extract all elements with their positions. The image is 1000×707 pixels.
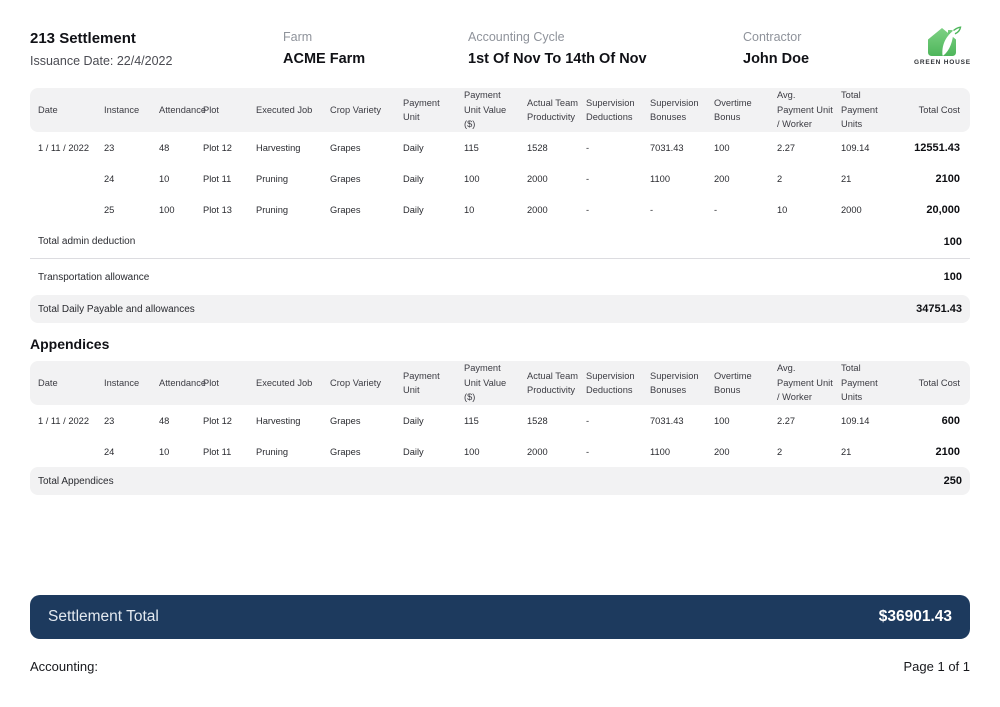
table-row [30, 132, 970, 163]
main-table-header-row [30, 88, 970, 132]
table-cell: 1 / 11 / 2022 [38, 415, 90, 426]
appendices-title: Appendices [30, 336, 110, 352]
table-cell: 21 [841, 446, 852, 457]
column-header-total-payment-units: Total Payment Units [841, 363, 878, 403]
transportation-allowance-row [30, 259, 970, 295]
column-header-date: Date [38, 104, 58, 115]
table-cell: Pruning [256, 204, 289, 215]
column-header-crop-variety: Crop Variety [330, 104, 381, 115]
table-cell: 10 [159, 173, 170, 184]
total-admin-deduction-value: 100 [943, 235, 962, 248]
issuance-date: Issuance Date: 22/4/2022 [30, 54, 173, 68]
total-daily-payable-label: Total Daily Payable and allowances [38, 303, 195, 315]
total-daily-payable-value: 34751.43 [916, 303, 962, 315]
column-header-avg-payment-unit-worker: Avg. Payment Unit / Worker [777, 363, 833, 403]
table-cell: 2 [777, 446, 783, 457]
total-cost-cell: 20,000 [926, 203, 960, 216]
transportation-allowance-label: Transportation allowance [38, 271, 150, 283]
table-cell: 1528 [527, 415, 548, 426]
column-header-actual-team-productivity: Actual Team Productivity [527, 97, 578, 122]
table-cell: 10 [777, 204, 788, 215]
table-cell: Pruning [256, 173, 289, 184]
table-cell: 23 [104, 142, 115, 153]
table-cell: Plot 12 [203, 415, 232, 426]
table-cell: 2000 [527, 204, 548, 215]
main-settlement-table [30, 88, 970, 323]
table-cell: - [586, 142, 590, 153]
accounting-cycle-value: 1st Of Nov To 14th Of Nov [468, 51, 647, 67]
table-cell: 7031.43 [650, 415, 684, 426]
table-cell: Daily [403, 173, 424, 184]
farm-value: ACME Farm [283, 51, 366, 67]
table-cell: Grapes [330, 173, 361, 184]
table-cell: Grapes [330, 204, 361, 215]
table-cell: - [586, 415, 590, 426]
column-header-executed-job: Executed Job [256, 377, 313, 388]
total-cost-cell: 2100 [935, 445, 960, 458]
table-cell: 100 [159, 204, 175, 215]
table-cell: 24 [104, 446, 115, 457]
appendices-table-header-row [30, 361, 970, 405]
settlement-total-bar [30, 595, 970, 639]
table-cell: Daily [403, 142, 424, 153]
farm-label: Farm [283, 30, 313, 44]
accounting-cycle-label: Accounting Cycle [468, 30, 565, 44]
table-cell: Plot 11 [203, 173, 232, 184]
column-header-payment-unit-value: Payment Unit Value ($) [464, 90, 507, 130]
column-header-instance: Instance [104, 104, 140, 115]
table-row [30, 194, 970, 225]
column-header-crop-variety: Crop Variety [330, 377, 381, 388]
column-header-avg-payment-unit-worker: Avg. Payment Unit / Worker [777, 90, 833, 130]
table-cell: Plot 13 [203, 204, 232, 215]
column-header-executed-job: Executed Job [256, 104, 313, 115]
table-cell: 109.14 [841, 415, 870, 426]
table-cell: - [586, 173, 590, 184]
total-daily-payable-row [30, 295, 970, 323]
column-header-supervision-deductions: Supervision Deductions [586, 97, 635, 122]
table-cell: Daily [403, 415, 424, 426]
table-cell: 2000 [527, 173, 548, 184]
table-cell: - [586, 204, 590, 215]
table-row [30, 405, 970, 436]
table-cell: Harvesting [256, 415, 301, 426]
table-cell: 115 [464, 142, 479, 153]
table-cell: Pruning [256, 446, 289, 457]
table-cell: 7031.43 [650, 142, 684, 153]
main-table-body [30, 132, 970, 225]
table-cell: 100 [464, 446, 480, 457]
table-cell: 24 [104, 173, 115, 184]
total-appendices-row [30, 467, 970, 495]
column-header-total-cost: Total Cost [918, 104, 960, 115]
total-admin-deduction-label: Total admin deduction [38, 236, 136, 247]
table-cell: 100 [714, 142, 730, 153]
table-cell: 1 / 11 / 2022 [38, 142, 90, 153]
table-cell: 2.27 [777, 142, 796, 153]
table-cell: 100 [464, 173, 480, 184]
table-cell: 115 [464, 415, 479, 426]
table-cell: 1100 [650, 173, 670, 184]
column-header-actual-team-productivity: Actual Team Productivity [527, 370, 578, 395]
table-cell: 23 [104, 415, 115, 426]
column-header-total-payment-units: Total Payment Units [841, 90, 878, 130]
table-cell: Grapes [330, 142, 361, 153]
contractor-field [743, 30, 809, 67]
table-cell: Plot 12 [203, 142, 232, 153]
column-header-date: Date [38, 377, 58, 388]
table-cell: - [650, 204, 654, 215]
column-header-attendance: Attendance [159, 104, 207, 115]
total-cost-cell: 600 [941, 414, 960, 427]
total-appendices-value: 250 [943, 475, 962, 487]
table-cell: Grapes [330, 415, 361, 426]
table-cell: 2 [777, 173, 783, 184]
page-footer [30, 659, 970, 674]
contractor-label: Contractor [743, 30, 802, 44]
farm-field [283, 30, 365, 67]
page-title: 213 Settlement [30, 30, 136, 47]
contractor-value: John Doe [743, 51, 810, 67]
table-cell: 1100 [650, 446, 670, 457]
table-cell: 48 [159, 142, 170, 153]
table-cell: Daily [403, 204, 424, 215]
column-header-payment-unit-value: Payment Unit Value ($) [464, 363, 507, 403]
column-header-supervision-deductions: Supervision Deductions [586, 370, 635, 395]
table-cell: 100 [714, 415, 730, 426]
column-header-plot: Plot [203, 377, 220, 388]
logo-text: GREEN HOUSE [914, 59, 971, 66]
column-header-supervision-bonuses: Supervision Bonuses [650, 97, 699, 122]
total-admin-deduction-row [30, 225, 970, 259]
table-cell: - [586, 446, 590, 457]
settlement-total-value: $36901.43 [878, 608, 952, 625]
page-number: Page 1 of 1 [903, 659, 970, 674]
column-header-payment-unit: Payment Unit [403, 97, 440, 122]
column-header-overtime-bonus: Overtime Bonus [714, 97, 752, 122]
green-house-icon [914, 26, 970, 57]
accounting-signature-label: Accounting: [30, 659, 98, 674]
table-cell: 10 [464, 204, 475, 215]
table-cell: 10 [159, 446, 170, 457]
column-header-instance: Instance [104, 377, 140, 388]
total-cost-cell: 2100 [935, 172, 960, 185]
table-cell: 200 [714, 173, 730, 184]
table-cell: 25 [104, 204, 115, 215]
table-cell: Grapes [330, 446, 361, 457]
total-appendices-label: Total Appendices [38, 475, 114, 487]
table-cell: - [714, 204, 718, 215]
table-cell: 2000 [527, 446, 548, 457]
table-cell: Daily [403, 446, 424, 457]
table-cell: Plot 11 [203, 446, 232, 457]
table-cell: 2.27 [777, 415, 796, 426]
accounting-cycle-field [468, 30, 647, 67]
column-header-payment-unit: Payment Unit [403, 370, 440, 395]
column-header-total-cost: Total Cost [918, 377, 960, 388]
transportation-allowance-value: 100 [943, 271, 962, 283]
table-row [30, 163, 970, 194]
appendices-section [30, 336, 970, 495]
column-header-supervision-bonuses: Supervision Bonuses [650, 370, 699, 395]
table-row [30, 436, 970, 467]
table-cell: 109.14 [841, 142, 870, 153]
table-cell: 21 [841, 173, 852, 184]
column-header-plot: Plot [203, 104, 220, 115]
column-header-attendance: Attendance [159, 377, 207, 388]
settlement-total-label: Settlement Total [48, 608, 159, 625]
table-cell: 48 [159, 415, 170, 426]
table-cell: 1528 [527, 142, 548, 153]
document-header [30, 0, 970, 88]
table-cell: 2000 [841, 204, 862, 215]
column-header-overtime-bonus: Overtime Bonus [714, 370, 752, 395]
company-logo [914, 26, 970, 66]
appendices-table-body [30, 405, 970, 467]
total-cost-cell: 12551.43 [914, 141, 960, 154]
table-cell: Harvesting [256, 142, 301, 153]
table-cell: 200 [714, 446, 730, 457]
